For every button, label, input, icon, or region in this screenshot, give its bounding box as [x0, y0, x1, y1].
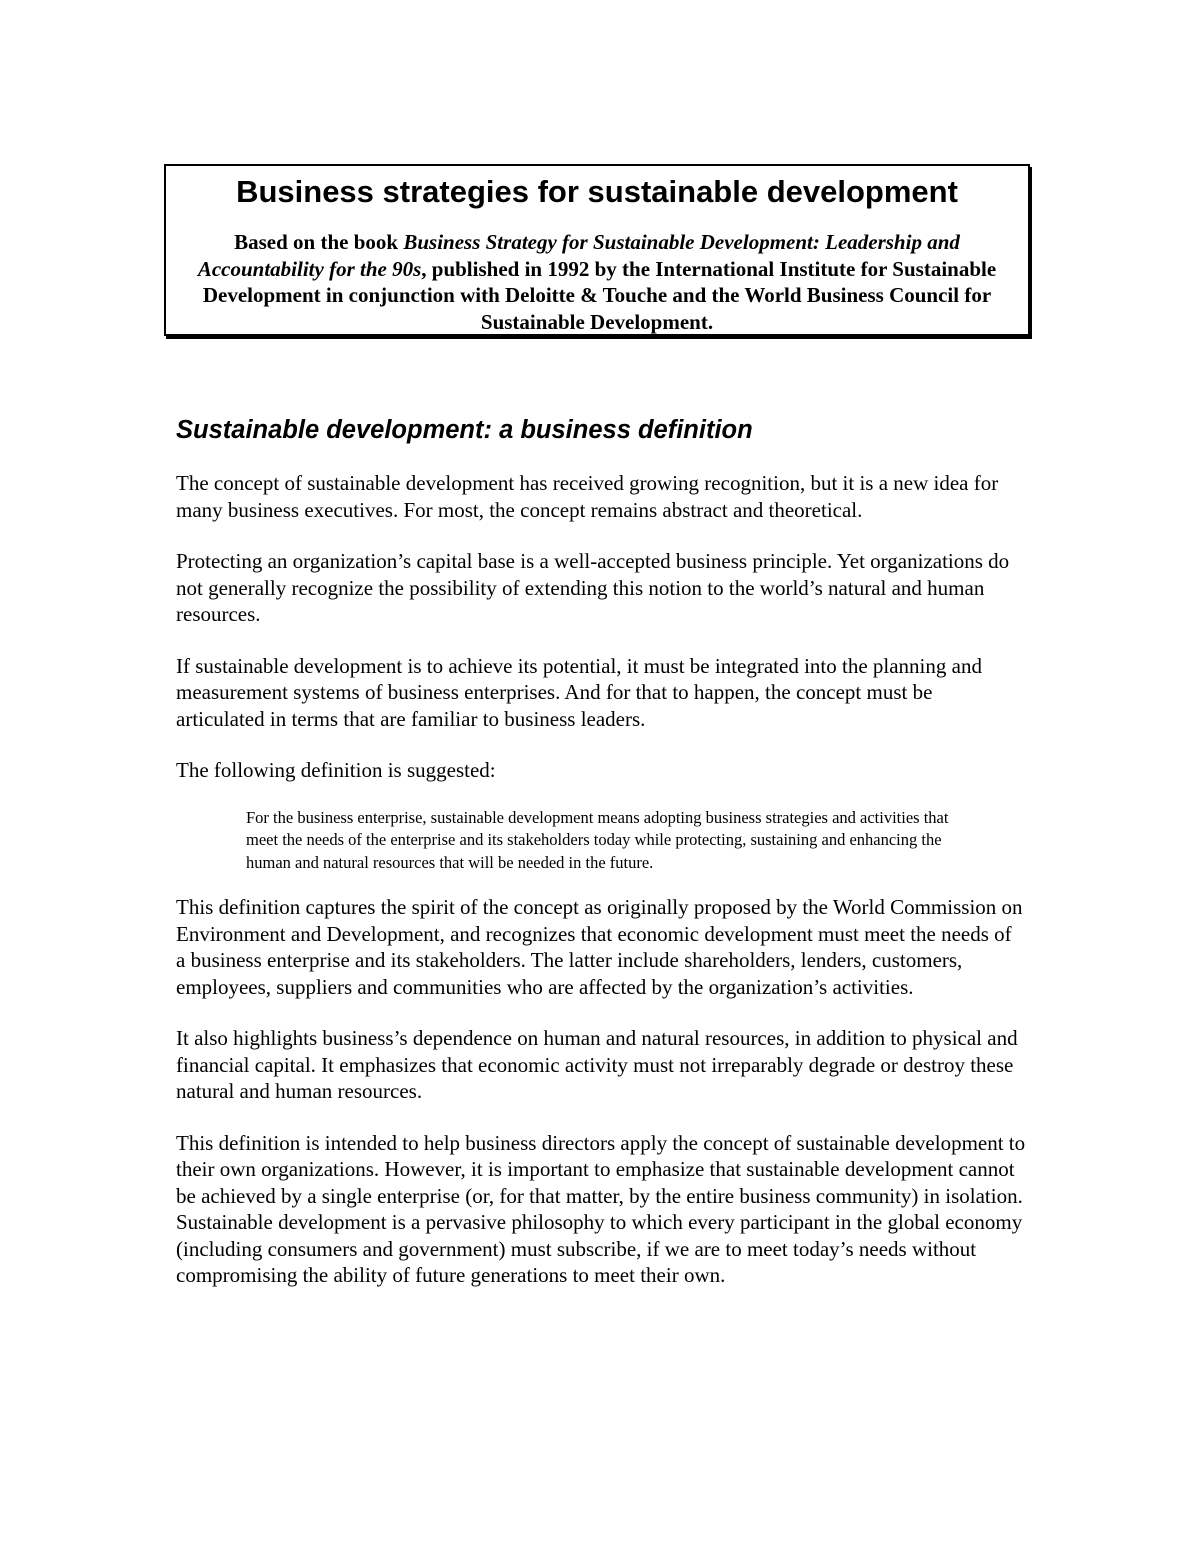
subtitle-prefix: Based on the book: [234, 230, 404, 254]
subtitle-suffix: , published in 1992 by the International Institute for Sustainable Development in conjunction with Deloitte & Touche and the World Business Council for Sustainable Development.: [202, 256, 997, 334]
document-body: [176, 412, 1036, 1289]
paragraph-5: This definition captures the spirit of the concept as originally proposed by the World Commission on Environment and Development, and recognizes that economic development must meet the needs of a business enterprise and its stakeholders. The latter include shareholders, lenders, customers, employees, suppliers and communities who are affected by the organization’s activities.: [176, 895, 1023, 999]
document-title: Business strategies for sustainable development: [236, 174, 958, 209]
section-heading: Sustainable development: a business definition: [176, 416, 753, 444]
paragraph-2: Protecting an organization’s capital base is a well-accepted business principle. Yet organizations do not generally recognize the possibility of extending this notion to the world’s natural and human resources.: [176, 549, 1010, 626]
book-title: Business Strategy for Sustainable Development: Leadership and Accountability for the 90s: [197, 230, 960, 281]
paragraph-4: The following definition is suggested:: [176, 758, 496, 782]
paragraph-7: This definition is intended to help business directors apply the concept of sustainable development to their own organizations. However, it is important to emphasize that sustainable development cannot be achieved by a single enterprise (or, for that matter, by the entire business community) in isolation. Sustainable development is a pervasive philosophy to which every participant in the global economy (including consumers and government) must subscribe, if we are to meet today’s needs without compromising the ability of future generations to meet their own.: [176, 1130, 1026, 1287]
definition-quote: For the business enterprise, sustainable development means adopting business strategies and activities that meet the needs of the enterprise and its stakeholders today while protecting, sustaining and enhancing the human and natural resources that will be needed in the future.: [246, 807, 949, 872]
title-box: [164, 164, 1030, 336]
paragraph-3: If sustainable development is to achieve its potential, it must be integrated into the planning and measurement systems of business enterprises. And for that to happen, the concept must be articulated in terms that are familiar to business leaders.: [176, 653, 982, 731]
paragraph-6: It also highlights business’s dependence on human and natural resources, in addition to physical and financial capital. It emphasizes that economic activity must not irreparably degrade or destroy these natural and human resources.: [176, 1026, 1018, 1103]
document-subtitle: [194, 229, 1000, 335]
paragraph-1: The concept of sustainable development has received growing recognition, but it is a new idea for many business executives. For most, the concept remains abstract and theoretical.: [176, 471, 999, 522]
